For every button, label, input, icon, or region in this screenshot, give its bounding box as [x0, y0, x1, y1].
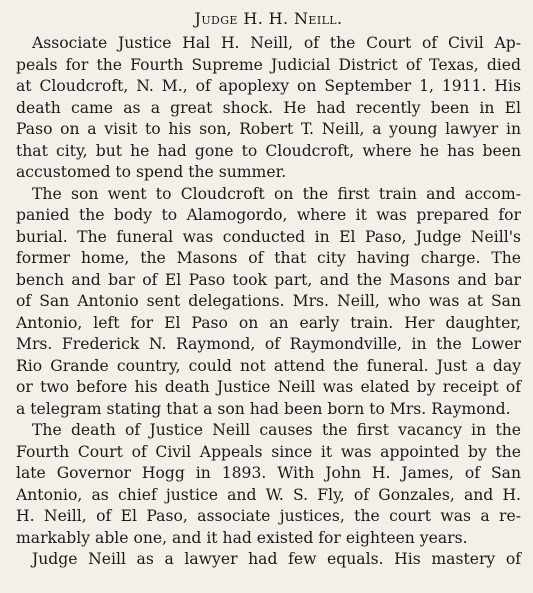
text-line: panied the body to Alamogordo, where it was prepared for — [16, 206, 521, 224]
text-line: accustomed to spend the summer. — [16, 163, 287, 181]
text-line: death came as a great shock. He had recently been in El — [16, 98, 521, 117]
text-line: Antonio, as chief justice and W. S. Fly, of Gonzales, and H. — [16, 485, 521, 504]
page-title: Judge H. H. Neill. — [194, 9, 343, 28]
text-line: markably able one, and it had existed for eighteen years. — [16, 528, 468, 547]
paragraph-1 — [16, 33, 521, 184]
text-line: peals for the Fourth Supreme Judicial District of Texas, died — [16, 55, 521, 74]
text-line: that city, but he had gone to Cloudcroft, where he has been — [16, 141, 521, 160]
text-line: Fourth Court of Civil Appeals since it was appointed by the — [16, 442, 521, 461]
paragraph-4 — [16, 549, 521, 571]
text-line: Paso on a visit to his son, Robert T. Neill, a young lawyer in — [16, 120, 521, 138]
text-line: burial. The funeral was conducted in El Paso, Judge Neill's — [16, 227, 521, 246]
text-line: H. Neill, of El Paso, associate justices, the court was a re- — [16, 507, 521, 525]
text-line: a telegram stating that a son had been born to Mrs. Raymond. — [16, 399, 511, 418]
text-line: Mrs. Frederick N. Raymond, of Raymondville, in the Lower — [16, 335, 521, 353]
paragraph-2 — [16, 184, 521, 421]
text-line: Antonio, left for El Paso on an early train. Her daughter, — [16, 313, 521, 332]
text-line: or two before his death Justice Neill was elated by receipt of — [16, 378, 521, 396]
text-line: Associate Justice Hal H. Neill, of the Court of Civil Ap- — [32, 34, 521, 52]
text-line: The death of Justice Neill causes the first vacancy in the — [32, 421, 521, 439]
text-line: The son went to Cloudcroft on the first train and accom- — [32, 184, 521, 203]
text-line: Rio Grande country, could not attend the funeral. Just a day — [16, 356, 521, 375]
text-line: at Cloudcroft, N. M., of apoplexy on September 1, 1911. His — [16, 77, 521, 95]
text-line: bench and bar of El Paso took part, and the Masons and bar — [16, 270, 521, 289]
text-line: late Governor Hogg in 1893. With John H. James, of San — [16, 464, 521, 482]
paragraph-3 — [16, 420, 521, 549]
text-line: of San Antonio sent delegations. Mrs. Neill, who was at San — [16, 292, 521, 310]
text-line: former home, the Masons of that city having charge. The — [16, 249, 521, 267]
text-line: Judge Neill as a lawyer had few equals. His mastery of — [32, 550, 521, 568]
